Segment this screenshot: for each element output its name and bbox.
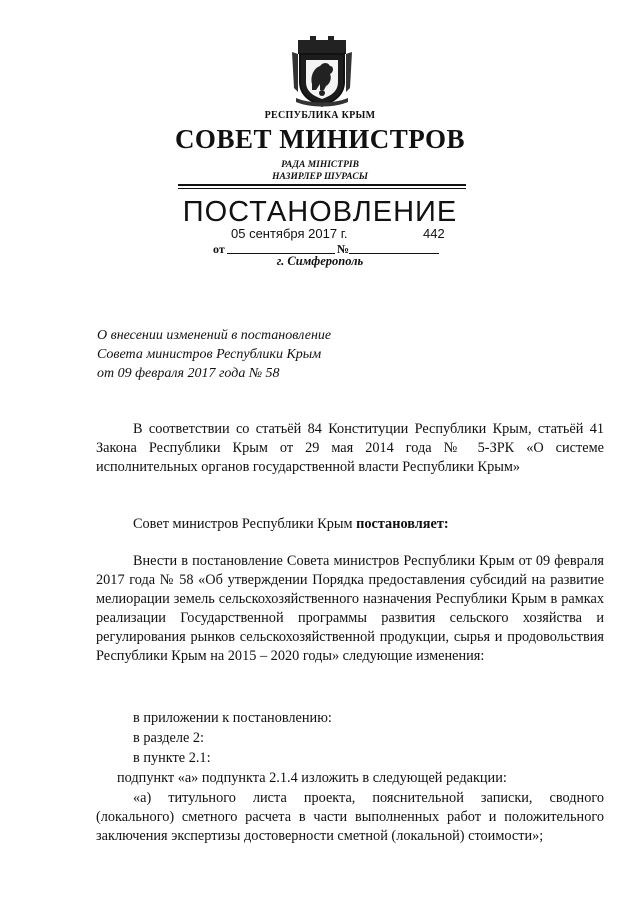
council-name: СОВЕТ МИНИСТРОВ: [174, 124, 466, 154]
document-subject: [97, 326, 417, 383]
council-name-crimean-tatar: НАЗИРЛЕР ШУРАСЫ: [272, 172, 368, 182]
subject-line: от 09 февраля 2017 года № 58: [97, 366, 280, 381]
amendment-item: в приложении к постановлению:: [133, 710, 332, 726]
amendment-item: в разделе 2:: [133, 730, 205, 746]
crimea-coat-of-arms-icon: [290, 32, 354, 108]
republic-name: РЕСПУБЛИКА КРЫМ: [264, 110, 376, 121]
subject-line: О внесении изменений в постановление: [97, 328, 332, 343]
header-divider-thin: [178, 188, 466, 189]
resolution-paragraph: [133, 515, 449, 534]
amendment-item: в пункте 2.1:: [133, 750, 211, 766]
resolution-text: Совет министров Республики Крым: [133, 516, 357, 532]
number-prefix-label: №: [337, 242, 350, 256]
header-divider: [178, 184, 466, 186]
resolution-keyword: постановляет:: [356, 516, 449, 532]
subject-line: Совета министров Республики Крым: [97, 347, 322, 362]
amendment-text-paragraph: «а) титульного листа проекта, пояснительной записки, сводного (локального) сметного расчета в части выполненных работ и положительного заключения экспертизы достоверности сметной (локальной) стоимости»;: [96, 790, 604, 844]
document-type-title: ПОСТАНОВЛЕНИЕ: [182, 196, 458, 228]
council-name-ukrainian: РАДА МІНІСТРІВ: [281, 160, 359, 170]
decree-date: 05 сентября 2017 г.: [231, 226, 348, 241]
preamble-paragraph: В соответствии со статьёй 84 Конституции Республики Крым, статьёй 41 Закона Республики Крым от 29 мая 2014 года № 5-ЗРК «О системе исполнительных органов государственной власти Республики Крым»: [96, 421, 604, 475]
city-label: г. Симферополь: [276, 254, 364, 268]
decree-number: 442: [423, 226, 445, 241]
date-prefix-label: от: [213, 242, 225, 256]
amendment-item: подпункт «а» подпункта 2.1.4 изложить в следующей редакции:: [117, 770, 507, 786]
amendment-paragraph: Внести в постановление Совета министров Республики Крым от 09 февраля 2017 года № 58 «Об утверждении Порядка предоставления субсидий на развитие мелиорации земель сельскохозяйственного назначения Республики Крым в рамках реализации Государственной программы развития сельского хозяйства и регулирования рынков сельскохозяйственной продукции, сырья и продовольствия Республики Крым на 2015 – 2020 годы» следующие изменения:: [96, 553, 604, 664]
